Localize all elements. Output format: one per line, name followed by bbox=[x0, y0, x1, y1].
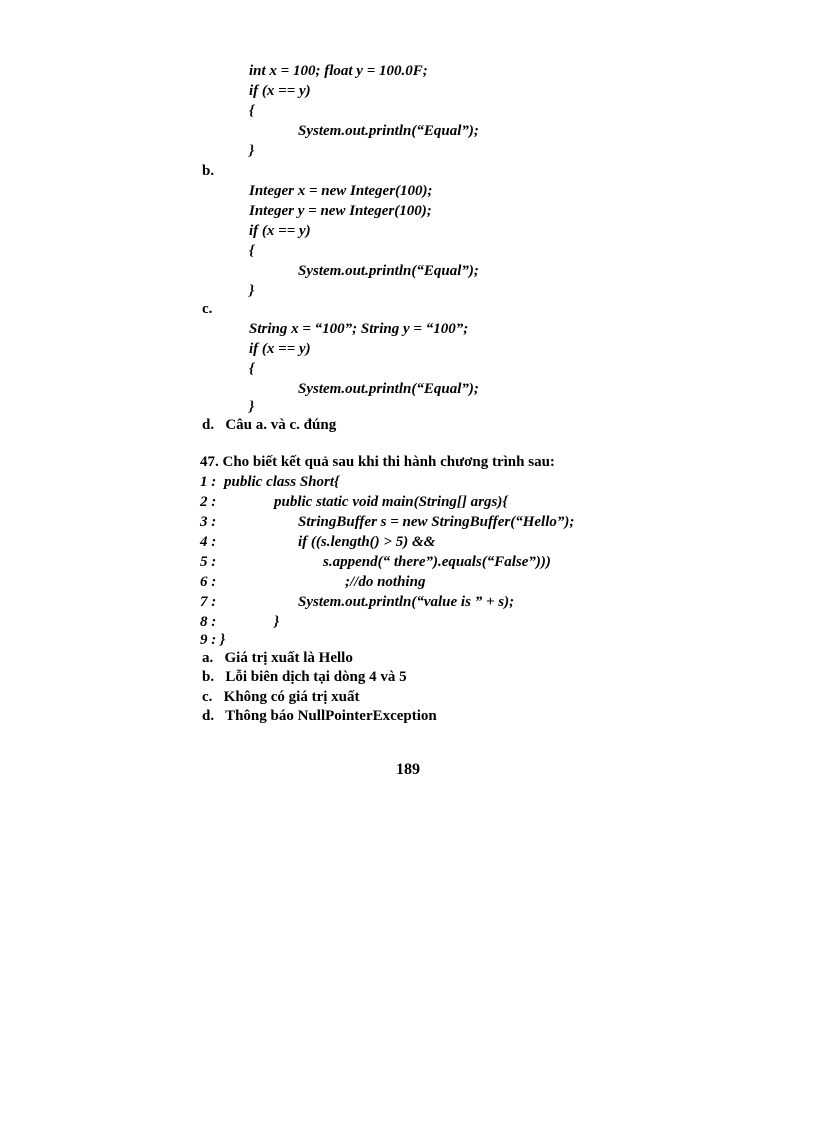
code-line: } bbox=[249, 143, 255, 159]
code-line: System.out.println(“Equal”); bbox=[298, 381, 479, 397]
code-line: } bbox=[249, 283, 255, 299]
code-line: StringBuffer s = new StringBuffer(“Hello”); bbox=[298, 514, 575, 530]
line-number: 2 : bbox=[200, 494, 217, 510]
question-47-prompt: 47. Cho biết kết quả sau khi thi hành chương trình sau: bbox=[200, 454, 555, 470]
line-number: 4 : bbox=[200, 534, 217, 550]
line-number: 3 : bbox=[200, 514, 217, 530]
line-number: 8 : bbox=[200, 614, 217, 630]
code-line: if (x == y) bbox=[249, 341, 311, 357]
option-b: b. Lỗi biên dịch tại dòng 4 và 5 bbox=[202, 669, 407, 685]
line-number: 9 : } bbox=[200, 632, 226, 648]
code-line: if (x == y) bbox=[249, 223, 311, 239]
option-d: d. Thông báo NullPointerException bbox=[202, 708, 437, 724]
option-a: a. Giá trị xuất là Hello bbox=[202, 650, 353, 666]
code-line: if ((s.length() > 5) && bbox=[298, 534, 436, 550]
code-line: Integer x = new Integer(100); bbox=[249, 183, 433, 199]
code-line: Integer y = new Integer(100); bbox=[249, 203, 432, 219]
code-line: int x = 100; float y = 100.0F; bbox=[249, 63, 428, 79]
option-c: c. Không có giá trị xuất bbox=[202, 689, 360, 705]
code-line: public class Short{ bbox=[224, 474, 340, 490]
code-line: String x = “100”; String y = “100”; bbox=[249, 321, 469, 337]
code-line: public static void main(String[] args){ bbox=[274, 494, 508, 510]
code-line: { bbox=[249, 361, 255, 377]
option-d: d. Câu a. và c. đúng bbox=[202, 417, 337, 433]
line-number: 6 : bbox=[200, 574, 217, 590]
code-line: { bbox=[249, 243, 255, 259]
page-number: 189 bbox=[396, 761, 420, 778]
line-number: 5 : bbox=[200, 554, 217, 570]
code-line: { bbox=[249, 103, 255, 119]
code-line: } bbox=[274, 614, 280, 630]
line-number: 1 : bbox=[200, 474, 217, 490]
option-b-label: b. bbox=[202, 163, 215, 179]
code-line: } bbox=[249, 399, 255, 415]
code-line: s.append(“ there”).equals(“False”))) bbox=[323, 554, 551, 570]
code-line: System.out.println(“Equal”); bbox=[298, 263, 479, 279]
option-c-label: c. bbox=[202, 301, 213, 317]
line-number: 7 : bbox=[200, 594, 217, 610]
code-line: System.out.println(“value is ” + s); bbox=[298, 594, 515, 610]
code-line: ;//do nothing bbox=[345, 574, 426, 590]
code-line: if (x == y) bbox=[249, 83, 311, 99]
code-line: System.out.println(“Equal”); bbox=[298, 123, 479, 139]
